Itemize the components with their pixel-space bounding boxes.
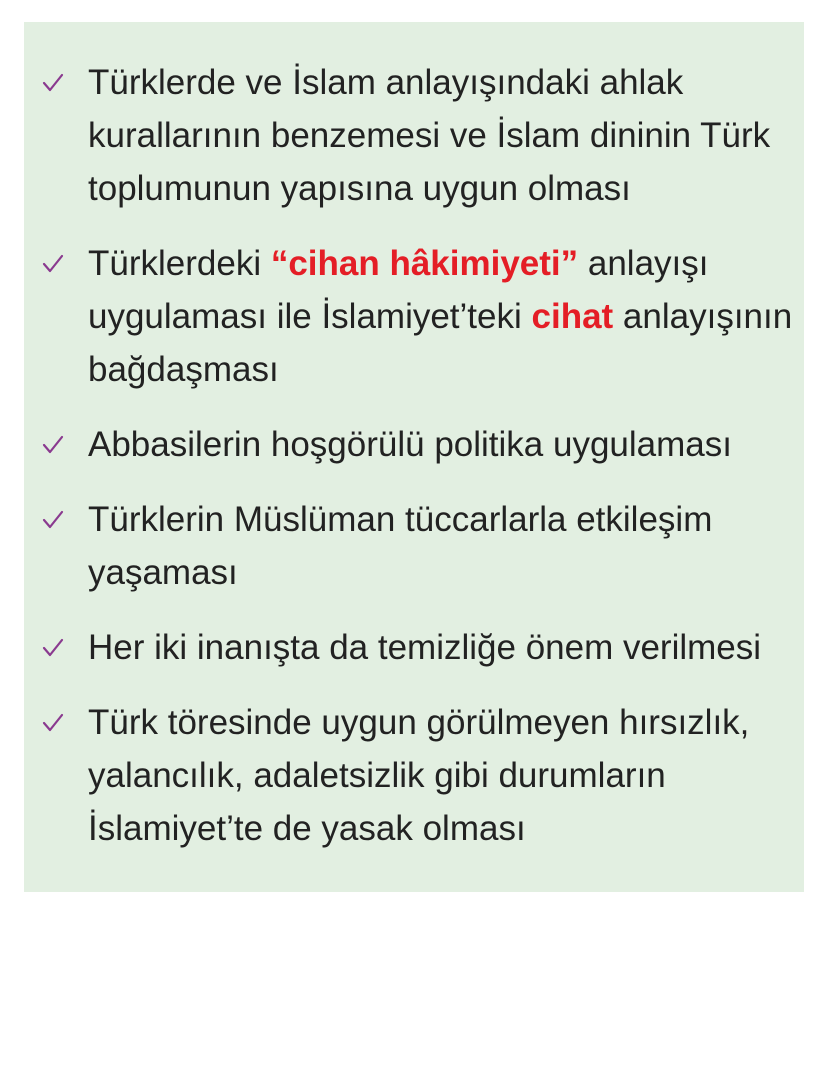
list-item bbox=[24, 493, 804, 599]
list-item-text: Türklerde ve İslam anlayışındaki ahlak kurallarının benzemesi ve İslam dininin Türk toplumunun yapısına uygun olması bbox=[88, 63, 771, 208]
checkmark-icon bbox=[36, 493, 70, 546]
checkmark-icon bbox=[36, 621, 70, 674]
checkmark-icon bbox=[36, 696, 70, 749]
list-item bbox=[24, 56, 804, 215]
checkmark-icon bbox=[36, 56, 70, 109]
list-item-text-part: anlayışının bağdaşması bbox=[88, 297, 793, 389]
list-item-text: Abbasilerin hoşgörülü politika uygulaması bbox=[88, 425, 732, 464]
checkmark-icon bbox=[36, 418, 70, 471]
highlight-cihat: cihat bbox=[531, 297, 614, 336]
list-item bbox=[24, 237, 804, 396]
list-item bbox=[24, 696, 804, 855]
info-panel bbox=[24, 22, 804, 892]
highlight-cihan-hakimiyeti: “cihan hâkimiyeti” bbox=[270, 244, 579, 283]
reasons-list bbox=[24, 22, 804, 855]
checkmark-icon bbox=[36, 237, 70, 290]
list-item-text-part: anlayışı uygulaması ile İslamiyet’teki bbox=[88, 244, 709, 336]
list-item-text-part: Türklerdeki bbox=[88, 244, 271, 283]
list-item-text: Her iki inanışta da temizliğe önem verilmesi bbox=[88, 628, 762, 667]
list-item-text: Türklerin Müslüman tüccarlarla etkileşim yaşaması bbox=[88, 500, 713, 592]
list-item bbox=[24, 418, 804, 471]
list-item bbox=[24, 621, 804, 674]
list-item-text: Türk töresinde uygun görülmeyen hırsızlık, yalancılık, adaletsizlik gibi durumların İslamiyet’te de yasak olması bbox=[88, 703, 750, 848]
